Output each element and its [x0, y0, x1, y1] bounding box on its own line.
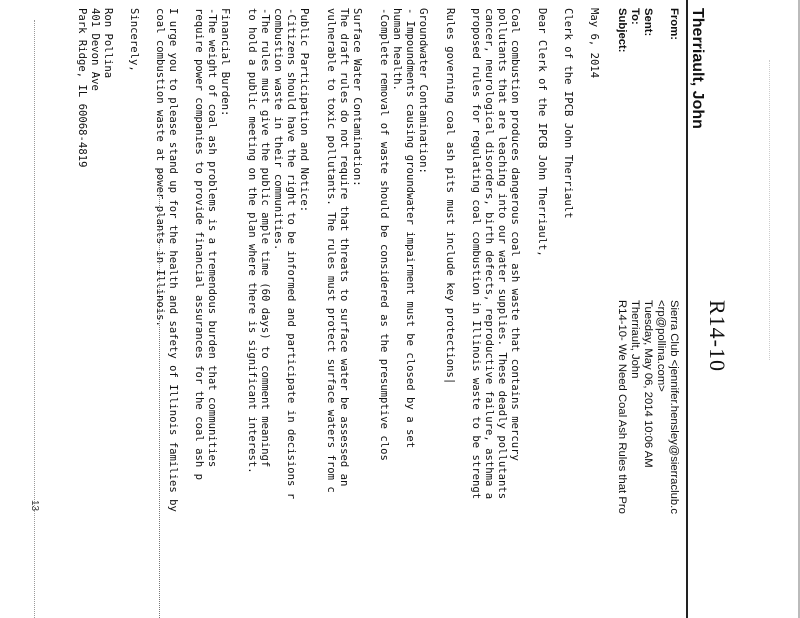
signature-street: 401 Devon Ave	[89, 8, 101, 91]
header-label-sent: Sent:	[642, 8, 654, 37]
letter-signoff: Sincerely,	[128, 8, 140, 72]
rules-intro: Rules governing coal ash pits must include key protections|	[444, 8, 456, 385]
intro-line: Coal combustion produces dangerous coal ash waste that contains mercury	[509, 8, 521, 461]
closing-line: I urge you to please stand up for the health and safety of Illinois families by	[167, 8, 179, 512]
section-heading-surface-water: Surface Water Contamination:	[351, 8, 363, 187]
section-heading-financial-burden: Financial Burden:	[219, 8, 231, 117]
header-value-from-cont: <rp@pollina.com>	[655, 300, 667, 392]
letter-date: May 6, 2014	[588, 8, 600, 79]
section-line: -The rules must give the public ample time (60 days) to comment meaningf	[259, 8, 271, 468]
sender-name: Therriault, John	[689, 8, 706, 129]
section-line: The draft rules do not require that threats to surface water be assessed an	[338, 8, 350, 487]
section-line: to hold a public meeting on the plan where there is significant interest.	[246, 8, 258, 474]
section-line: human health.	[391, 8, 403, 91]
signature-name: Ron Pollina	[102, 8, 114, 79]
scan-dotted-line	[769, 60, 770, 360]
letter-salutation: Dear Clerk of the IPCB John Therriault,	[536, 8, 548, 257]
intro-line: cancer, neurological disorders, birth defects, reproductive failure, asthma a	[483, 8, 495, 500]
header-label-subject: Subject:	[616, 8, 628, 53]
section-line: combustion waste in their communities.	[272, 8, 284, 251]
section-line: -Complete removal of waste should be considered as the presumptive clos	[378, 8, 390, 461]
letter-recipient: Clerk of the IPCB John Therriault	[562, 8, 574, 219]
header-value-from: Sierra Club <jennifer.hensley@sierraclub.c	[668, 300, 680, 514]
intro-line: proposed rules for regulating coal combustion in Illinois waste to be strengt	[470, 8, 482, 500]
header-value-subject: R14-10- We Need Coal Ash Rules that Pro	[616, 300, 628, 514]
section-heading-public-participation: Public Participation and Notice:	[298, 8, 310, 213]
scan-dotted-line	[34, 20, 35, 618]
page-number: 13	[29, 500, 40, 512]
section-line: vulnerable to toxic pollutants. The rules must protect surface waters from c	[325, 8, 337, 493]
header-value-sent: Tuesday, May 06, 2014 10:06 AM	[642, 300, 654, 468]
scan-dotted-line	[159, 170, 160, 618]
section-line: - Impoundments causing groundwater impairment must be closed by a set	[404, 8, 416, 449]
section-line: -The weight of coal ash problems is a tremendous burden that communities	[206, 8, 218, 468]
section-line: require power companies to provide financial assurances for the coal ash p	[193, 8, 205, 480]
document-id: R14-10	[705, 300, 730, 372]
intro-line: pollutants that are leaching into our water supplies. These deadly pollutants	[496, 8, 508, 500]
closing-line: coal combustion waste at power plants in Illinois.	[154, 8, 166, 327]
section-line: -Citizens should have the right to be informed and participate in decisions r	[285, 8, 297, 500]
section-heading-groundwater: Groundwater Contamination:	[417, 8, 429, 174]
header-divider	[687, 0, 689, 618]
header-label-to: To:	[629, 8, 641, 25]
header-label-from: From:	[668, 8, 680, 41]
header-value-to: Therriault, John	[629, 300, 641, 379]
signature-city: Park Ridge, IL 60068-4819	[76, 8, 88, 168]
